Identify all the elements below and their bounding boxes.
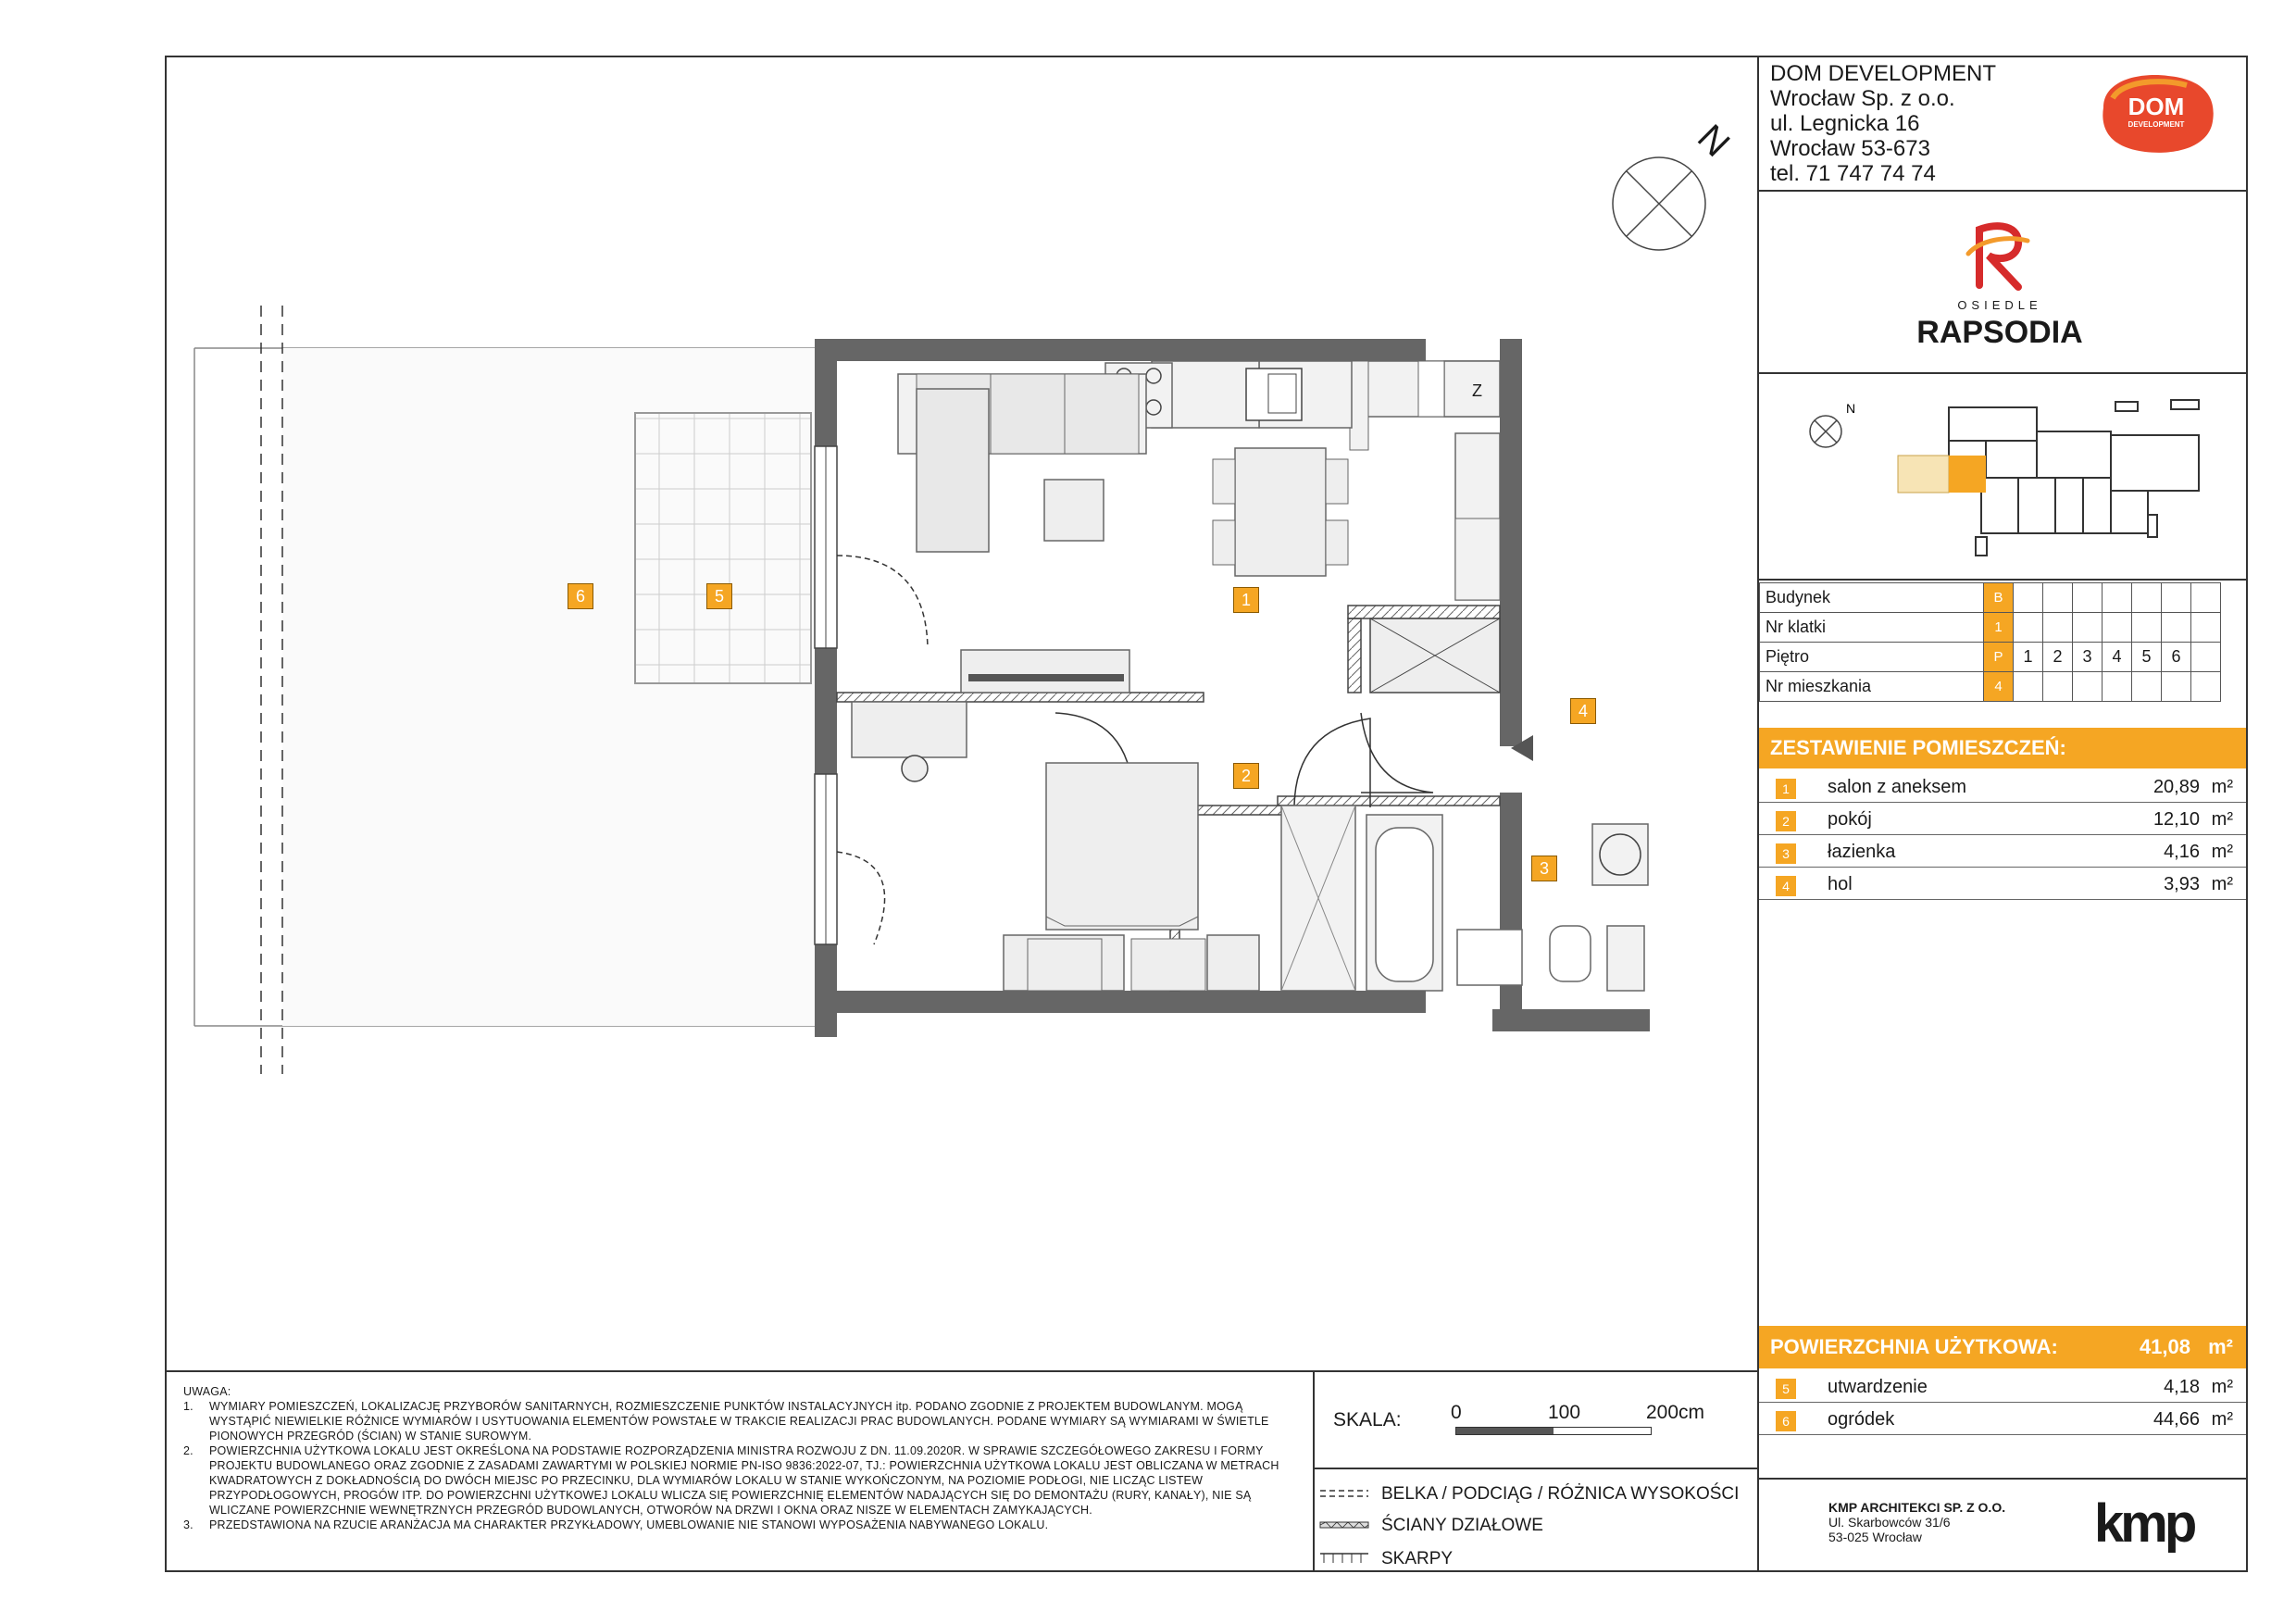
dom-development-logo — [2094, 70, 2218, 156]
note-text: WYMIARY POMIESZCZEŃ, LOKALIZACJĘ PRZYBORÓW SANITARNYCH, ROZMIESZCZENIE PUNKTÓW INSTALACYJNYCH itp. PODANO ZGODNIE Z PROJEKTEM BUDOWLANYM. MOGĄ WYSTĄPIĆ NIEWIELKIE RÓŻNICE WYMIARÓW I USYTUOWANIA ELEMENTÓW POWSTAŁE W TRAKCIE REALIZACJI PRAC BUDOWLANYCH. PODANE WYMIARY SĄ WYMIARAMI W ŚWIETLE PIONOWYCH PRZEGRÓD (ŚCIAN) W STANIE SUROWYM. — [209, 1400, 1269, 1443]
scale-tick-100: 100 — [1548, 1402, 1581, 1423]
info-value: 4 — [1984, 672, 2014, 702]
key-plan — [1805, 398, 2240, 565]
extra-unit: m² — [2211, 1377, 2233, 1397]
info-row-staircase — [1760, 613, 2221, 643]
rooms-header: ZESTAWIENIE POMIESZCZEŃ: — [1759, 728, 2246, 768]
floor-number: 3 — [2073, 643, 2103, 672]
info-label: Piętro — [1760, 643, 1984, 672]
room-name: hol — [1828, 874, 1853, 894]
room-number-badge: 1 — [1776, 779, 1796, 799]
room-unit: m² — [2211, 842, 2233, 862]
plan-label-garden: 6 — [568, 583, 593, 609]
north-arrow — [1611, 117, 1738, 259]
room-row-4 — [1759, 868, 2246, 900]
info-row-floor — [1760, 643, 2221, 672]
legend-divider — [1313, 1468, 1757, 1469]
estate-prefix: OSIEDLE — [1957, 298, 2042, 312]
extra-row-5 — [1759, 1370, 2246, 1403]
company-name: DOM DEVELOPMENT — [1770, 61, 1997, 86]
note-text: POWIERZCHNIA UŻYTKOWA LOKALU JEST OKREŚLONA NA PODSTAWIE ROZPORZĄDZENIA MINISTRA ROZWOJU Z DN. 11.09.2020R. W SPRAWIE SZCZEGÓŁOWEGO ZAKRESU I FORMY PROJEKTU BUDOWLANEGO ORAZ ZGODNIE Z ZASADAMI ZAWARTYMI W POLSKIEJ NORMIE PN-ISO 9836:2022-07, TJ.: POWIERZCHNIA UŻYTKOWA LOKALU JEST OBLICZANA W METRACH KWADRATOWYCH Z DOKŁADNOŚCIĄ DO DWÓCH MIEJSC PO PRZECINKU, DLA WYMIARÓW LOKALU W STANIE WYKOŃCZONYM, NA POZIOMIE PODŁOGI, NIE LICZĄC LISTEW PRZYPODŁOGOWYCH, PROGÓW ITP. DO POWIERZCHNI UŻYTKOWEJ LOKALU WLICZA SIĘ POWIERZCHNIĘ ELEMENTÓW NADAJĄCYCH SIĘ DO DEMONTAŻU (RURY, KANAŁY), NIE SĄ WLICZANE POWIERZCHNIE WEWNĘTRZNYCH PRZEGRÓD BUDOWLANYCH, OTWORÓW NA DRZWI I OKNA ORAZ NISZE W ELEMENTACH ZAMYKAJĄCYCH. — [209, 1444, 1279, 1517]
room-row-2 — [1759, 803, 2246, 835]
extra-unit: m² — [2211, 1409, 2233, 1430]
room-area: 20,89 — [2152, 777, 2200, 797]
apartment-info-table — [1759, 582, 2221, 702]
scale-divider — [1313, 1370, 1315, 1572]
room-number-badge: 2 — [1776, 811, 1796, 831]
legend-symbols — [1318, 1481, 1370, 1565]
room-name: łazienka — [1828, 842, 1896, 862]
info-value: 1 — [1984, 613, 2014, 643]
floor-number: 4 — [2103, 643, 2132, 672]
note-2 — [183, 1443, 1294, 1518]
room-number-badge: 3 — [1776, 843, 1796, 864]
fridge-label: Z — [1472, 381, 1482, 400]
scale-bar — [1455, 1427, 1652, 1435]
info-label: Nr mieszkania — [1760, 672, 1984, 702]
north-label: N — [1690, 117, 1738, 165]
plan-label-terrace: 5 — [706, 583, 732, 609]
note-number: 3. — [183, 1518, 193, 1531]
architect-name: KMP ARCHITEKCI SP. Z O.O. — [1828, 1500, 2006, 1515]
floor-number: 2 — [2043, 643, 2073, 672]
architect-city: 53-025 Wrocław — [1828, 1530, 1922, 1544]
note-3 — [183, 1518, 1294, 1532]
info-row-building — [1760, 583, 2221, 613]
rapsodia-r-logo — [1961, 213, 2035, 296]
room-name: pokój — [1828, 809, 1872, 830]
dom-logo-subtext: DEVELOPMENT — [2128, 120, 2185, 129]
info-label: Nr klatki — [1760, 613, 1984, 643]
dom-logo-text: DOM — [2128, 93, 2185, 120]
kmp-logo: kmp — [2094, 1493, 2194, 1554]
plan-label-room-1: 1 — [1233, 587, 1259, 613]
legend-slopes: SKARPY — [1381, 1549, 1454, 1568]
info-value: B — [1984, 583, 2014, 613]
company-divider — [1757, 190, 2248, 192]
scale-label: SKALA: — [1333, 1409, 1402, 1430]
room-unit: m² — [2211, 874, 2233, 894]
room-number-badge: 4 — [1776, 876, 1796, 896]
floor-plan — [167, 278, 1722, 1093]
bottom-divider — [165, 1370, 1757, 1372]
company-entity: Wrocław Sp. z o.o. — [1770, 86, 1955, 111]
architect-divider — [1757, 1478, 2248, 1480]
architect-street: Ul. Skarbowców 31/6 — [1828, 1515, 1951, 1530]
legend-beam: BELKA / PODCIĄG / RÓŻNICA WYSOKOŚCI — [1381, 1484, 1740, 1504]
notes-title: UWAGA: — [183, 1385, 231, 1398]
company-city: Wrocław 53-673 — [1770, 136, 1930, 161]
notes — [183, 1384, 1294, 1532]
room-unit: m² — [2211, 777, 2233, 797]
floor-number: 5 — [2132, 643, 2162, 672]
estate-divider — [1757, 372, 2248, 374]
room-row-1 — [1759, 770, 2246, 803]
keyplan-north: N — [1846, 401, 1856, 416]
note-number: 2. — [183, 1444, 193, 1457]
extra-name: utwardzenie — [1828, 1377, 1928, 1397]
plan-label-room-2: 2 — [1233, 763, 1259, 789]
info-row-apartment — [1760, 672, 2221, 702]
note-number: 1. — [183, 1400, 193, 1413]
architect-info — [1828, 1500, 2005, 1544]
extra-name: ogródek — [1828, 1409, 1895, 1430]
note-1 — [183, 1399, 1294, 1443]
usable-area-bar — [1759, 1326, 2246, 1368]
info-label: Budynek — [1760, 583, 1984, 613]
company-phone: tel. 71 747 74 74 — [1770, 161, 1936, 186]
legend-partition-walls: ŚCIANY DZIAŁOWE — [1381, 1516, 1543, 1535]
company-street: ul. Legnicka 16 — [1770, 111, 1920, 136]
scale-tick-200: 200cm — [1646, 1402, 1705, 1423]
plan-label-room-3: 3 — [1531, 856, 1557, 881]
keyplan-divider — [1757, 579, 2248, 581]
note-text: PRZEDSTAWIONA NA RZUCIE ARANŻACJA MA CHARAKTER PRZYKŁADOWY, UMEBLOWANIE NIE STANOWI WYPOSAŻENIA NABYWANEGO LOKALU. — [209, 1518, 1049, 1531]
info-value: P — [1984, 643, 2014, 672]
estate-name: RAPSODIA — [1916, 315, 2083, 350]
room-name: salon z aneksem — [1828, 777, 1967, 797]
room-area: 4,16 — [2164, 842, 2200, 862]
scale-tick-0: 0 — [1451, 1402, 1462, 1423]
floor-number: 6 — [2162, 643, 2191, 672]
usable-area-value: 41,08 — [2139, 1335, 2190, 1358]
extra-number-badge: 5 — [1776, 1379, 1796, 1399]
room-row-3 — [1759, 835, 2246, 868]
plan-label-room-4: 4 — [1570, 698, 1596, 724]
floor-number: 1 — [2014, 643, 2043, 672]
extra-area: 4,18 — [2164, 1377, 2200, 1397]
extra-number-badge: 6 — [1776, 1411, 1796, 1431]
usable-area-unit: m² — [2208, 1335, 2233, 1358]
room-area: 3,93 — [2164, 874, 2200, 894]
company-address — [1770, 61, 1996, 186]
usable-area-label: POWIERZCHNIA UŻYTKOWA: — [1770, 1335, 2058, 1358]
room-area: 12,10 — [2152, 809, 2200, 830]
room-unit: m² — [2211, 809, 2233, 830]
extra-area: 44,66 — [2152, 1409, 2200, 1430]
extra-row-6 — [1759, 1403, 2246, 1435]
